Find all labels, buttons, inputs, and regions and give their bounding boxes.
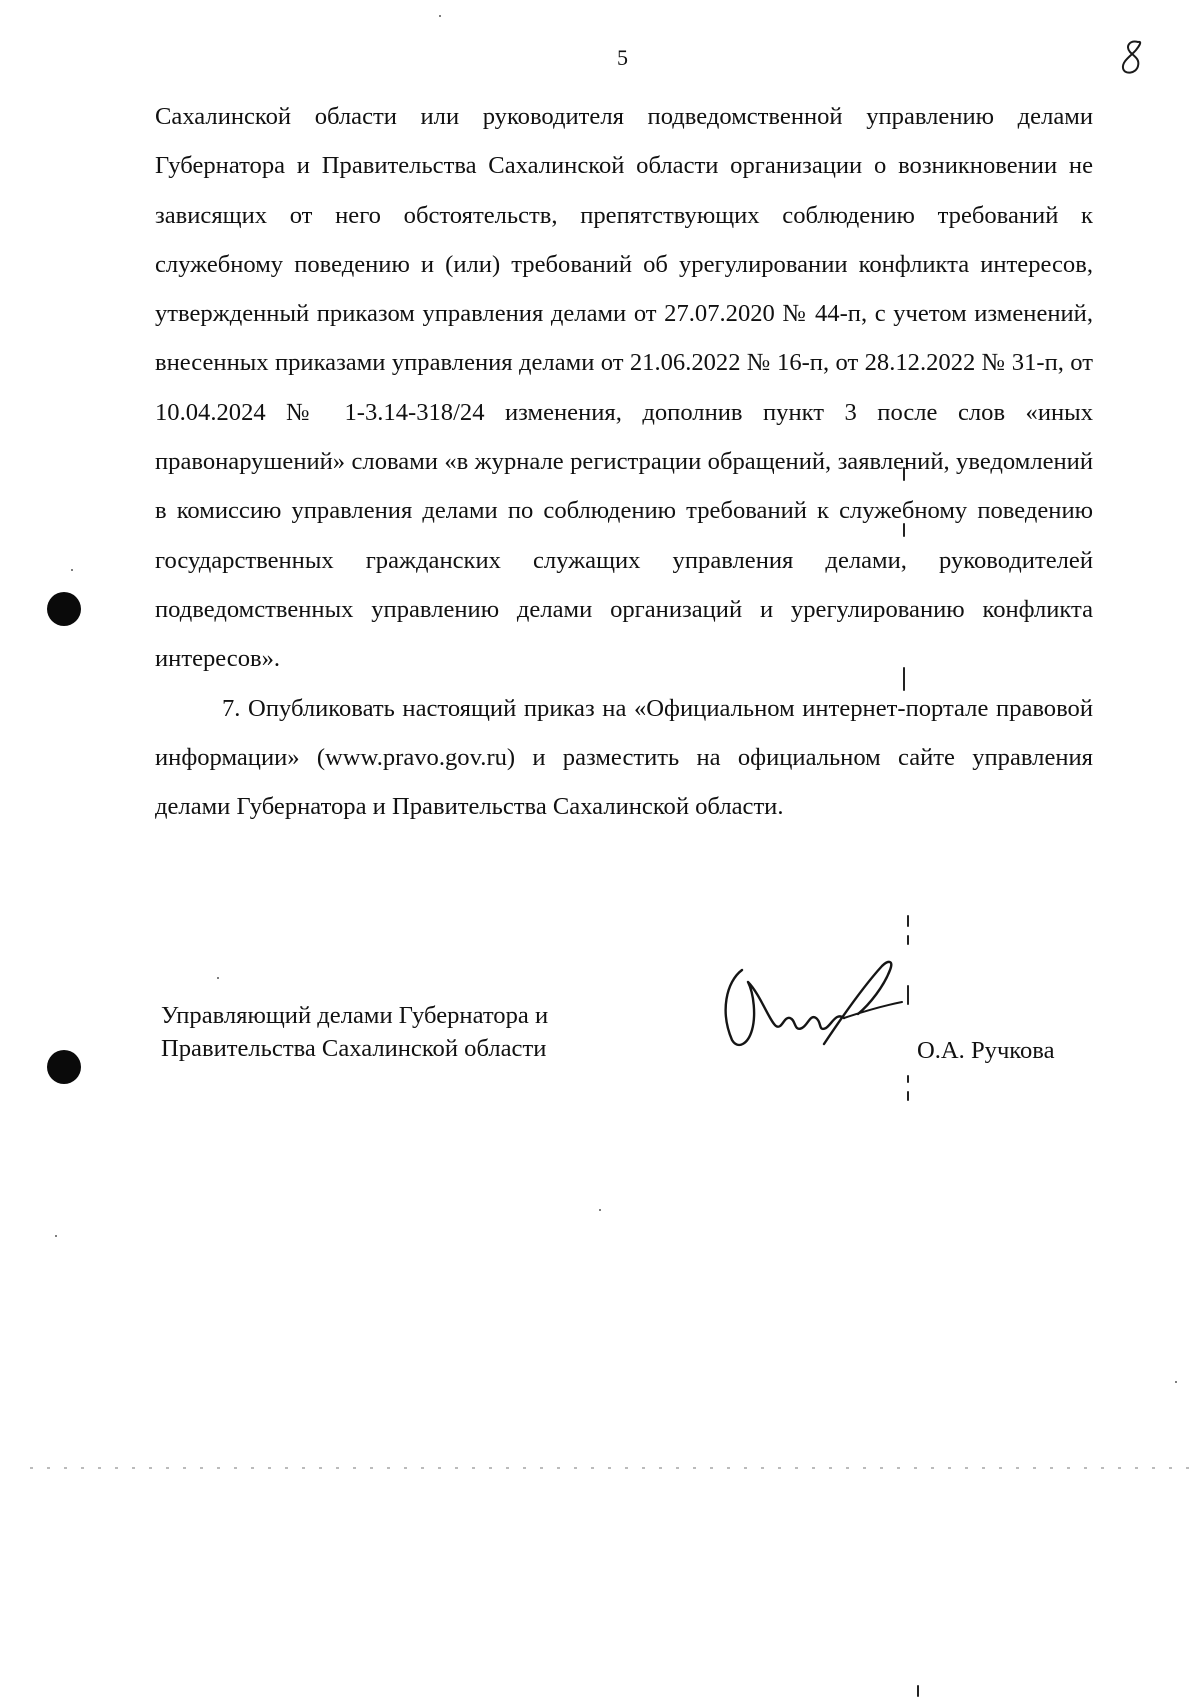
signatory-position: [161, 999, 548, 1065]
signatory-position-line-1: Управляющий делами Губернатора и: [161, 1002, 549, 1029]
page-number: 5: [617, 45, 628, 70]
order-text: [155, 92, 1093, 831]
handwritten-signature-icon: [712, 952, 918, 1060]
paragraph-continuation: Сахалинской области или руководителя подведомственной управлению делами Губернатора и Правительства Сахалинской области организации о возникновении не зависящих от него обстоятельств, препятствующих соблюдению требований к служебному поведению и (или) требований об урегулировании конфликта интересов, утвержденный приказом управления делами от 27.07.2020 № 44-п, с учетом изменений, внесенных приказами управления делами от 21.06.2022 № 16-п, от 28.12.2022 № 31-п, от 10.04.2024 № 1-3.14-318/24 изменения, дополнив пункт 3 после слов «иных правонарушений» словами «в журнале регистрации обращений, заявлений, уведомлений в комиссию управления делами по соблюдению требований к служебному поведению государственных гражданских служащих управления делами, руководителей подведомственных управлению делами организаций и урегулированию конфликта интересов».: [155, 103, 1093, 673]
signatory-position-line-2: Правительства Сахалинской области: [161, 1035, 547, 1062]
paragraph-7: 7. Опубликовать настоящий приказ на «Официальном интернет-портале правовой информации» (www.pravo.gov.ru) и разместить на официальном сайте управления делами Губернатора и Правительства Сахалинской области.: [155, 694, 1093, 821]
punch-hole-top: [47, 592, 81, 626]
signer-name: О.А. Ручкова: [917, 1037, 1055, 1064]
handwritten-page-number-icon: [1116, 38, 1150, 78]
punch-hole-bottom: [47, 1050, 81, 1084]
